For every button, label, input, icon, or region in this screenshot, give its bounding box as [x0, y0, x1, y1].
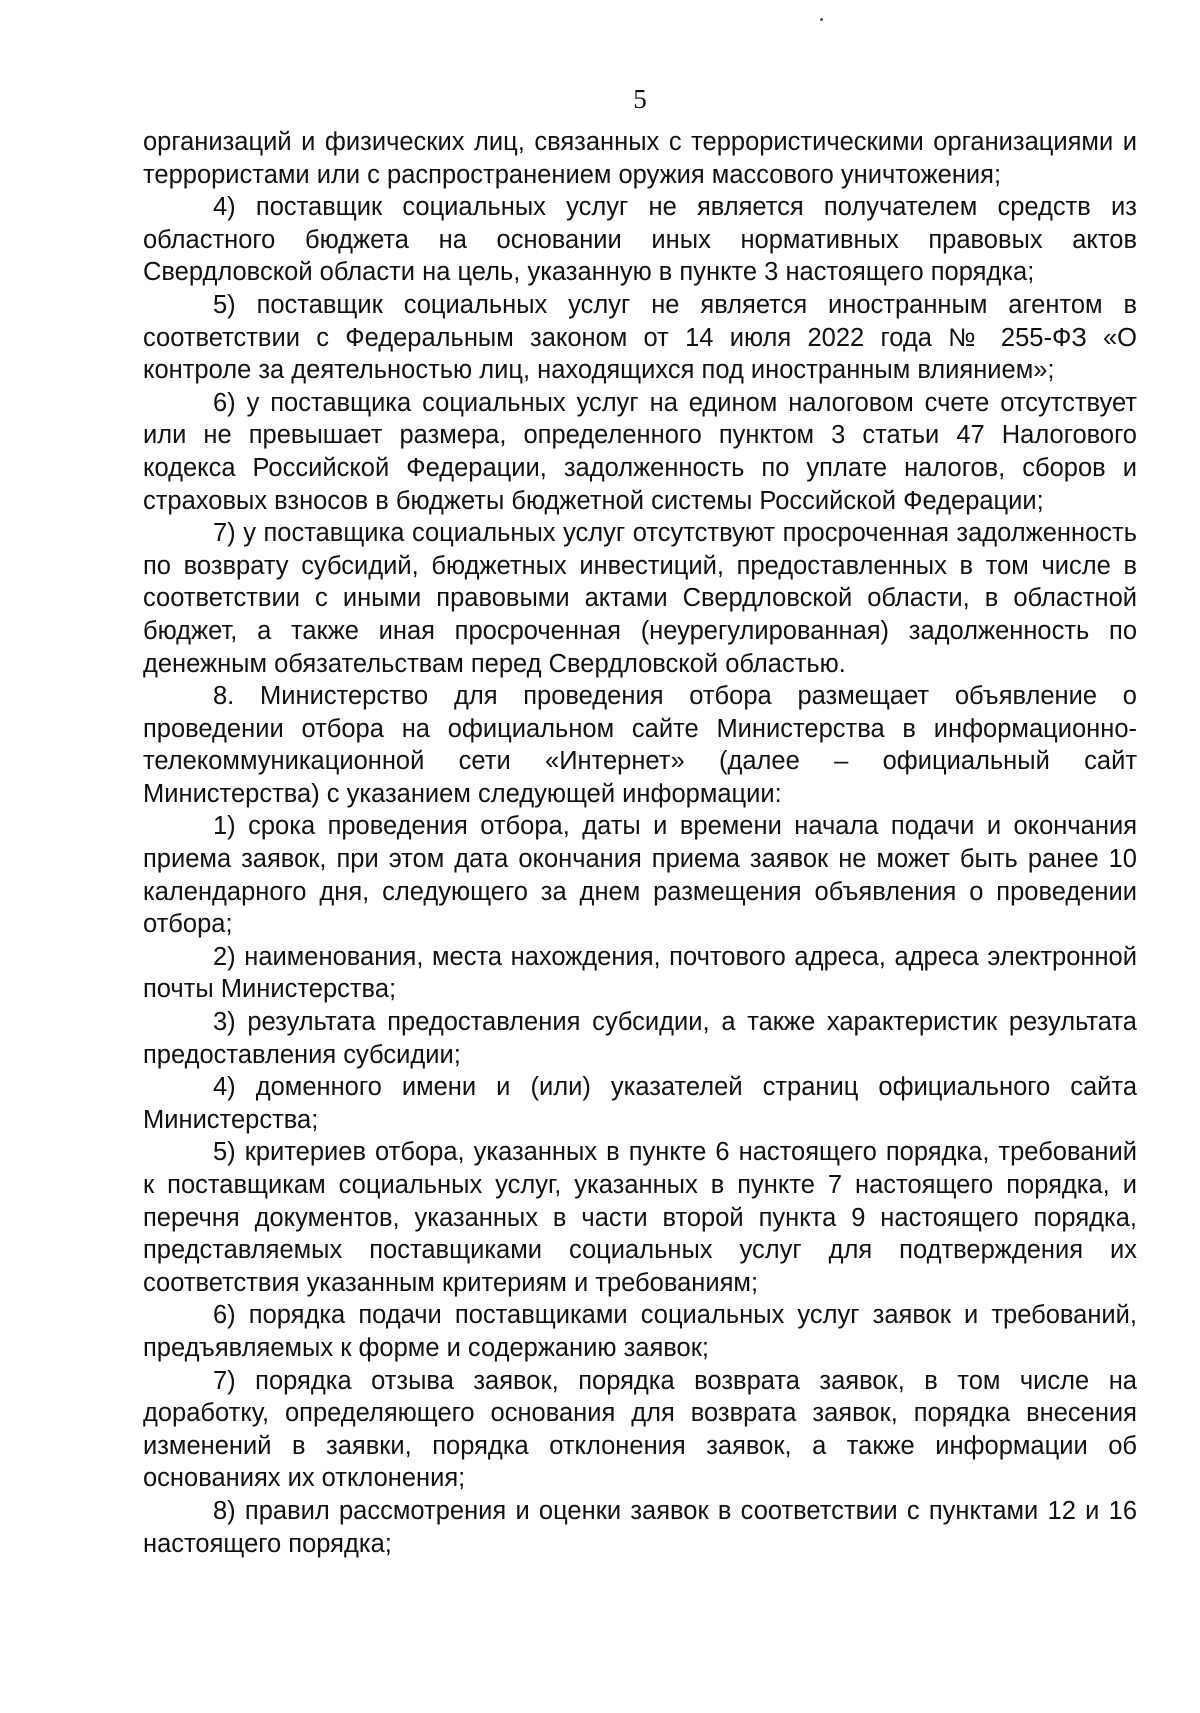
- page-number: 5: [633, 84, 647, 114]
- document-body: [143, 126, 1137, 1560]
- paragraph-item-7-4: 4) поставщик социальных услуг не является получателем средств из областного бюджета на основании иных нормативных правовых актов Свердловской области на цель, указанную в пункте 3 настоящего порядка;: [143, 193, 1137, 287]
- paragraph-item-8-6: 6) порядка подачи поставщиками социальных услуг заявок и требований, предъявляемых к форме и содержанию заявок;: [143, 1301, 1137, 1362]
- paragraph-item-8-2: 2) наименования, места нахождения, почтового адреса, адреса электронной почты Министерства;: [143, 942, 1137, 1004]
- paragraph-item-7-6: 6) у поставщика социальных услуг на едином налоговом счете отсутствует или не превышает размера, определенного пунктом 3 статьи 47 Налогового кодекса Российской Федерации, задолженность по уплате налогов, сборов и страховых взносов в бюджеты бюджетной системы Российской Федерации;: [143, 388, 1137, 515]
- paragraph-item-8-5: 5) критериев отбора, указанных в пункте 6 настоящего порядка, требований к поставщикам социальных услуг, указанных в пункте 7 настоящего порядка, и перечня документов, указанных в части второй пункта 9 настоящего порядка, представляемых поставщиками социальных услуг для подтверждения их соответствия указанным критериям и требованиям;: [143, 1138, 1137, 1297]
- paragraph-item-8-8: 8) правил рассмотрения и оценки заявок в соответствии с пунктами 12 и 16 настоящего порядка;: [143, 1496, 1137, 1558]
- paragraph-item-8-3: 3) результата предоставления субсидии, а также характеристик результата предоставления субсидии;: [143, 1008, 1137, 1069]
- paragraph-item-8-1: 1) срока проведения отбора, даты и времени начала подачи и окончания приема заявок, при этом дата окончания приема заявок не может быть ранее 10 календарного дня, следующего за днем размещения объявления о проведении отбора;: [143, 812, 1137, 939]
- paragraph-item-8-4: 4) доменного имени и (или) указателей страниц официального сайта Министерства;: [143, 1073, 1137, 1134]
- scan-speck: [820, 18, 823, 21]
- paragraph-item-7-5: 5) поставщик социальных услуг не является иностранным агентом в соответствии с Федеральным законом от 14 июля 2022 года № 255-ФЗ «О контроле за деятельностью лиц, находящихся под иностранным влиянием»;: [143, 290, 1137, 385]
- paragraph-section-8: 8. Министерство для проведения отбора размещает объявление о проведении отбора на официальном сайте Министерства в информационно-телекоммуникационной сети «Интернет» (далее – официальный сайт Министерства) с указанием следующей информации:: [143, 682, 1137, 808]
- paragraph-item-7-7: 7) у поставщика социальных услуг отсутствуют просроченная задолженность по возврату субсидий, бюджетных инвестиций, предоставленных в том числе в соответствии с иными правовыми актами Свердловской области, в областной бюджет, а также иная просроченная (неурегулированная) задолженность по денежным обязательствам перед Свердловской областью.: [143, 519, 1137, 678]
- paragraph-item-8-7: 7) порядка отзыва заявок, порядка возврата заявок, в том числе на доработку, определяющего основания для возврата заявок, порядка внесения изменений в заявки, порядка отклонения заявок, а также информации об основаниях их отклонения;: [143, 1366, 1137, 1493]
- paragraph-continuation: организаций и физических лиц, связанных с террористическими организациями и террористами или с распространением оружия массового уничтожения;: [143, 128, 1137, 189]
